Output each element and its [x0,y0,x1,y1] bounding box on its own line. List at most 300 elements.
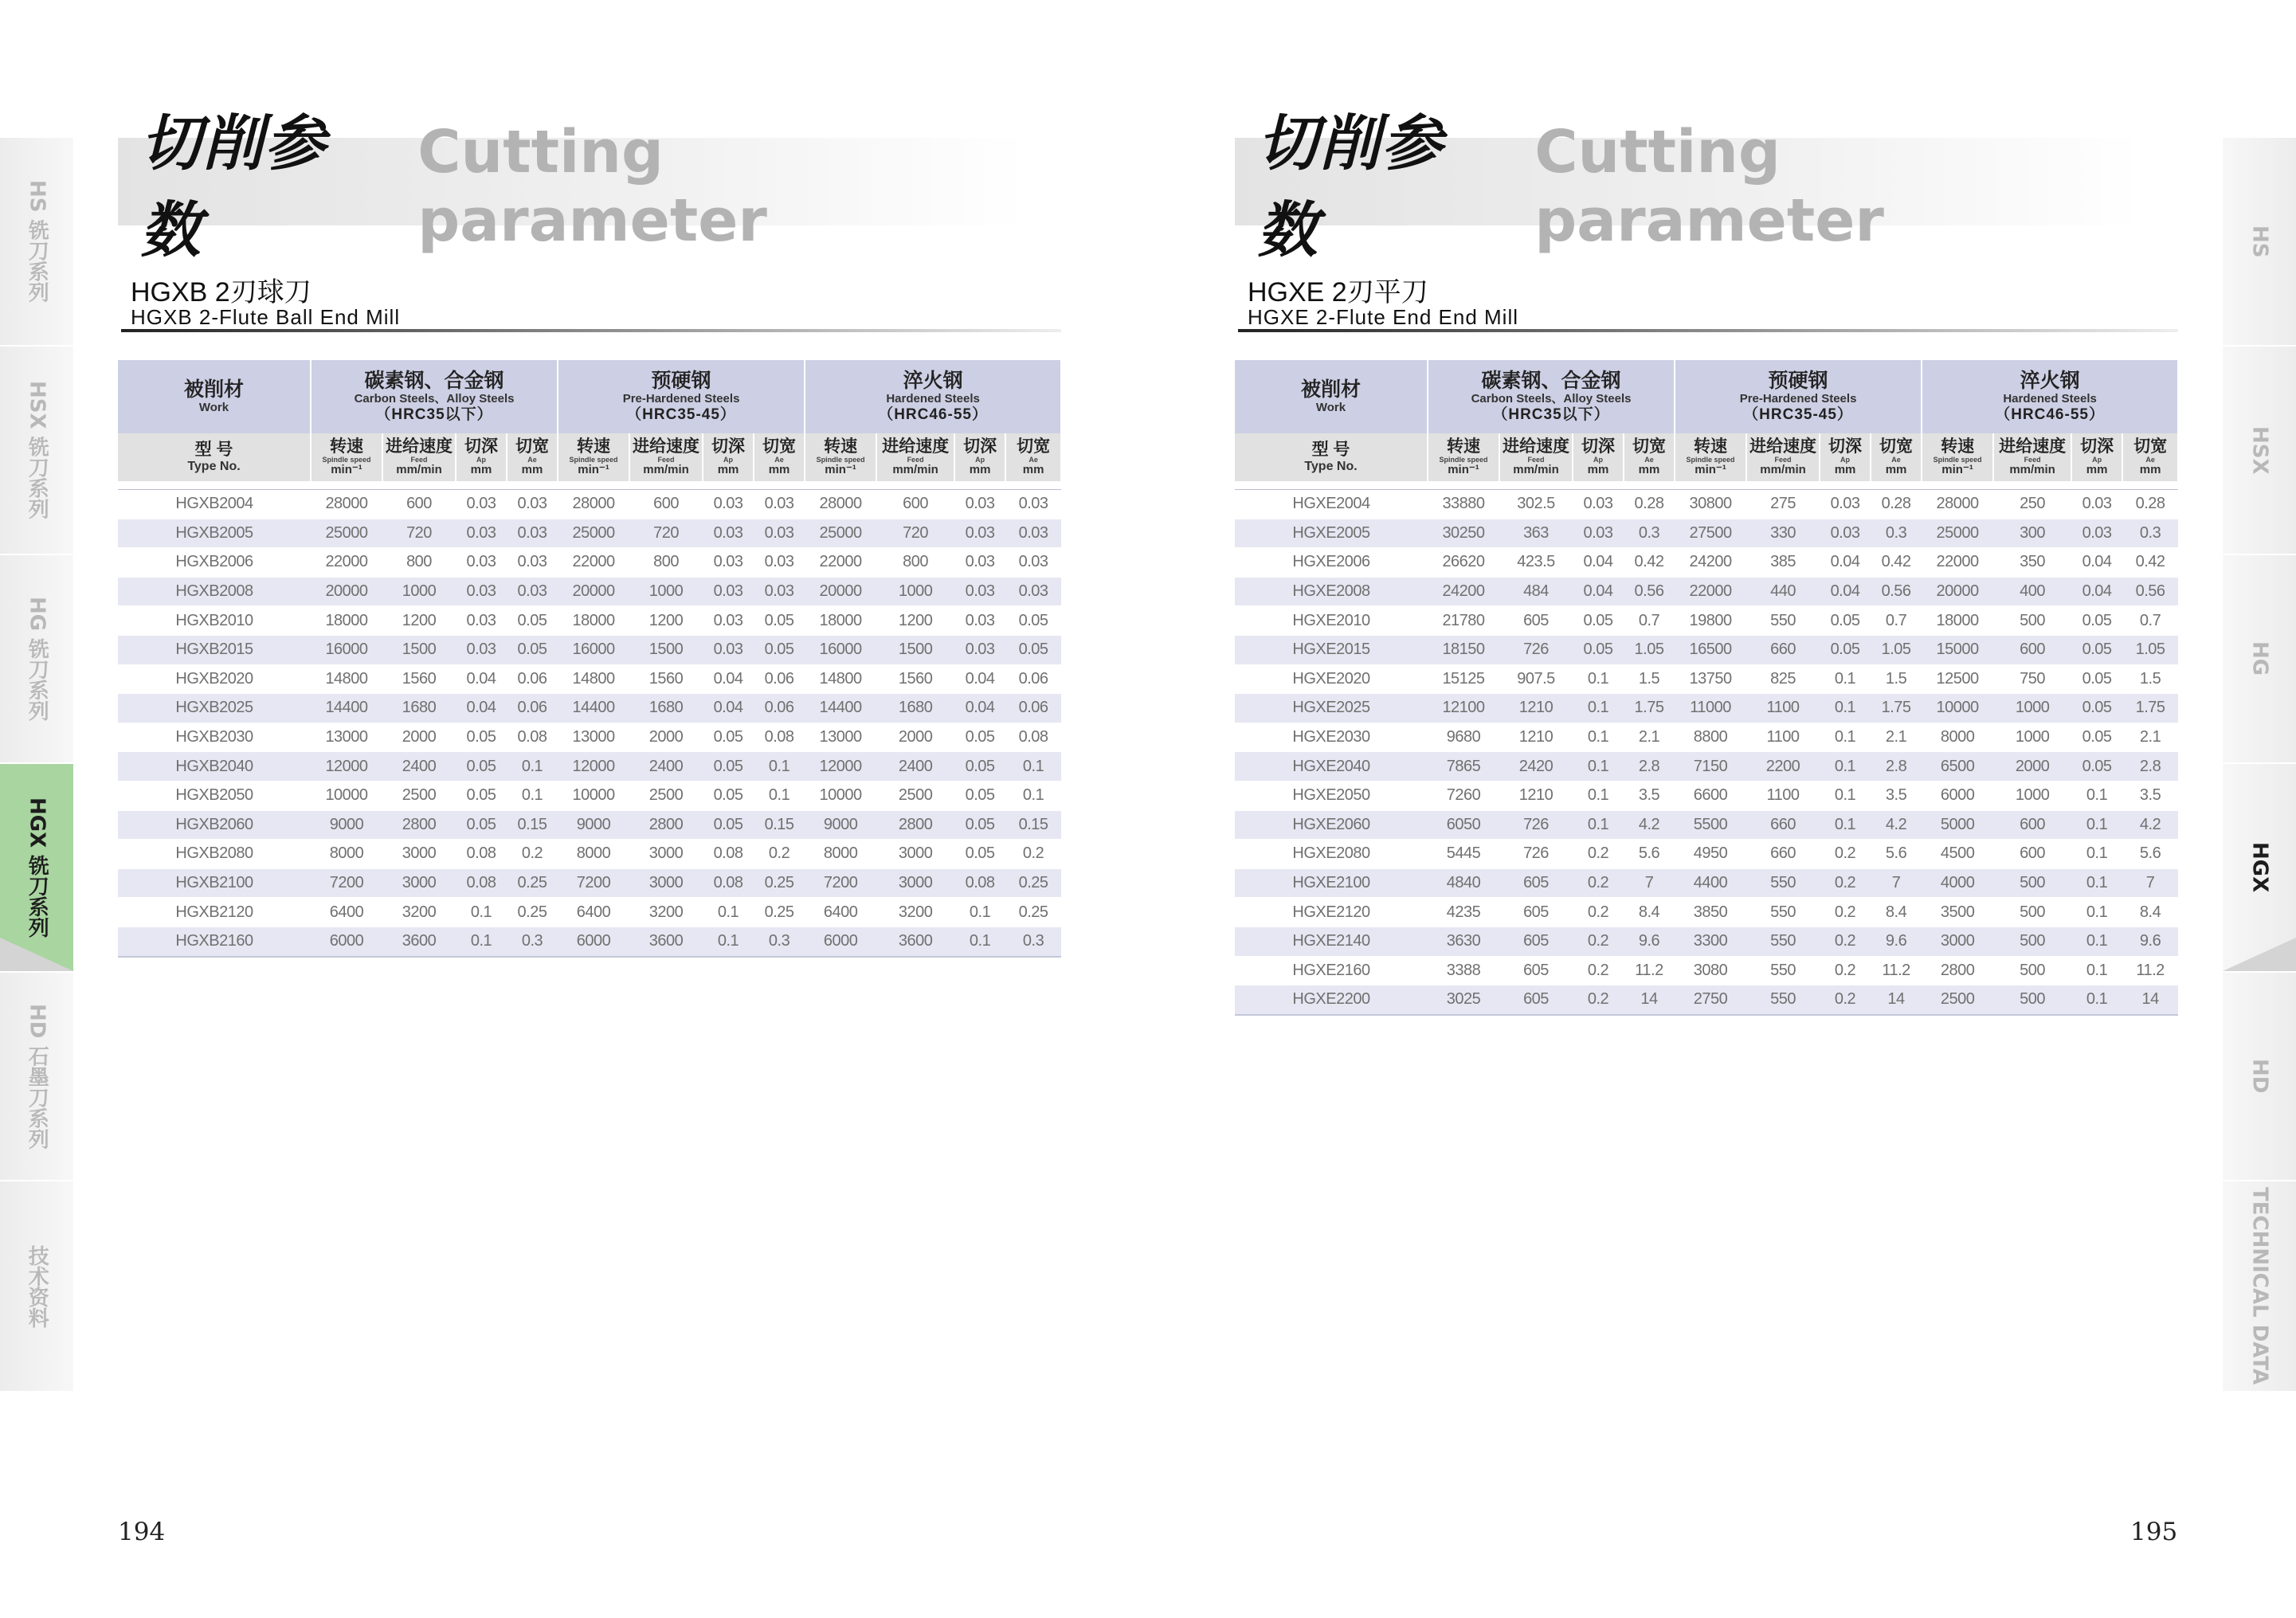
param-subheader-cn: 进给速度 [1503,437,1569,456]
param-cell: 605 [1499,606,1573,636]
param-subheader-cn: 进给速度 [1999,437,2067,456]
param-cell: 605 [1499,898,1573,927]
param-cell: 28000 [311,490,382,519]
param-cell: 20000 [311,577,382,606]
param-cell: 0.05 [2071,723,2122,752]
param-cell: 0.08 [954,868,1005,898]
param-cell: 1100 [1746,723,1820,752]
table-row [1235,898,2178,927]
param-subheader-cn: 切宽 [1879,437,1914,456]
param-cell: 14 [1624,985,1675,1015]
param-subheader [805,433,876,481]
param-cell: 14400 [558,694,629,723]
type-no-cell: HGXE2160 [1235,956,1428,985]
param-cell: 25000 [558,519,629,548]
param-cell: 500 [1993,927,2071,956]
param-cell: 0.03 [954,548,1005,578]
section-title-rule [1238,329,2178,332]
param-cell: 0.03 [1573,519,1624,548]
work-header-cn: 被削材 [183,378,244,401]
table-row [1235,635,2178,664]
param-subheader [1993,433,2071,481]
side-tab-hsx[interactable] [2223,347,2296,555]
param-cell: 1100 [1746,781,1820,810]
table-row [1235,519,2178,548]
param-cell: 2500 [876,781,954,810]
param-cell: 0.03 [507,490,558,519]
param-subheader-en: Ap [476,456,486,464]
tab-fold [0,938,73,971]
param-subheader-unit: min⁻¹ [825,463,856,476]
param-subheader-en: Ae [1891,456,1901,464]
param-subheader [1820,433,1871,481]
table-row [118,548,1061,578]
param-cell: 2500 [629,781,703,810]
param-cell: 28000 [805,490,876,519]
type-no-cell: HGXB2040 [118,752,311,782]
type-no-cell: HGXE2120 [1235,898,1428,927]
table-row [118,577,1061,606]
param-cell: 0.2 [1820,868,1871,898]
param-subheader-en: Ap [2092,456,2102,464]
param-cell: 0.03 [456,577,507,606]
param-cell: 0.1 [2071,898,2122,927]
param-cell: 0.1 [703,927,754,956]
param-cell: 0.05 [1820,635,1871,664]
table-row [118,606,1061,636]
side-tab-hg[interactable] [2223,555,2296,764]
param-cell: 0.05 [954,840,1005,869]
param-cell: 14400 [311,694,382,723]
param-cell: 20000 [1922,577,1993,606]
table-row [118,664,1061,694]
param-subheader-en: Feed [2024,456,2041,464]
param-cell: 0.03 [703,635,754,664]
material-group-header [1922,360,2178,433]
param-cell: 0.25 [507,898,558,927]
type-no-cell: HGXE2005 [1235,519,1428,548]
group-hrc: （HRC35-45） [626,406,736,423]
param-subheader-unit: mm [969,463,991,476]
param-cell: 9.6 [2122,927,2178,956]
side-tab-hs[interactable] [2223,138,2296,347]
param-cell: 0.2 [507,840,558,869]
param-subheader-cn: 切深 [711,437,746,456]
param-cell: 21780 [1428,606,1499,636]
param-cell: 0.05 [2071,635,2122,664]
param-cell: 0.05 [456,810,507,840]
param-cell: 0.04 [456,664,507,694]
param-cell: 0.03 [703,519,754,548]
param-cell: 6400 [558,898,629,927]
param-cell: 5.6 [2122,840,2178,869]
param-cell: 500 [1993,956,2071,985]
type-no-cell: HGXE2050 [1235,781,1428,810]
param-cell: 6000 [311,927,382,956]
type-no-cell: HGXE2080 [1235,840,1428,869]
param-cell: 8800 [1675,723,1746,752]
param-cell: 0.03 [954,519,1005,548]
param-subheader [1624,433,1675,481]
param-cell: 8.4 [1871,898,1922,927]
type-no-cell: HGXB2030 [118,723,311,752]
param-cell: 4.2 [2122,810,2178,840]
param-cell: 0.1 [1005,781,1061,810]
param-subheader-en: Spindle speed [1933,456,1982,464]
section-title-right [1248,278,1518,327]
param-subheader-cn: 转速 [824,437,858,456]
table-row [118,781,1061,810]
param-cell: 0.1 [2071,927,2122,956]
param-cell: 0.1 [1573,664,1624,694]
side-tab-technical-data[interactable] [0,1181,73,1393]
type-no-cell: HGXB2005 [118,519,311,548]
param-cell: 22000 [1675,577,1746,606]
param-cell: 18000 [558,606,629,636]
work-header-en: Work [1315,401,1346,414]
param-cell: 0.06 [507,694,558,723]
param-cell: 0.06 [1005,664,1061,694]
param-subheader [954,433,1005,481]
param-cell: 0.1 [1573,723,1624,752]
param-cell: 0.1 [954,927,1005,956]
type-no-header [1235,433,1428,481]
param-cell: 11.2 [1871,956,1922,985]
param-cell: 7260 [1428,781,1499,810]
param-cell: 423.5 [1499,548,1573,578]
header-title-en: Cutting parameter [417,118,767,255]
param-cell: 0.7 [1624,606,1675,636]
param-cell: 0.03 [703,548,754,578]
side-tab-hg[interactable] [0,555,73,764]
param-cell: 10000 [1922,694,1993,723]
param-cell: 0.56 [1871,577,1922,606]
param-cell: 30800 [1675,490,1746,519]
type-no-cell: HGXB2010 [118,606,311,636]
param-cell: 1680 [629,694,703,723]
param-cell: 0.1 [507,781,558,810]
param-cell: 0.1 [1573,781,1624,810]
param-cell: 0.05 [507,635,558,664]
param-subheader-cn: 切深 [963,437,997,456]
param-subheader-cn: 切深 [464,437,498,456]
param-cell: 11.2 [1624,956,1675,985]
param-cell: 0.1 [954,898,1005,927]
param-cell: 1500 [629,635,703,664]
param-cell: 907.5 [1499,664,1573,694]
param-cell: 0.1 [2071,810,2122,840]
param-cell: 0.03 [1820,519,1871,548]
param-subheader-unit: mm [717,463,739,476]
type-no-cell: HGXB2006 [118,548,311,578]
param-cell: 8000 [805,840,876,869]
param-cell: 0.2 [1573,868,1624,898]
side-tab-hd[interactable] [0,973,73,1181]
param-cell: 6050 [1428,810,1499,840]
param-cell: 0.08 [456,840,507,869]
param-cell: 0.04 [954,664,1005,694]
param-subheader-unit: mm/min [1513,463,1559,476]
type-no-cell: HGXB2008 [118,577,311,606]
param-cell: 3000 [382,840,456,869]
param-cell: 600 [1993,635,2071,664]
param-subheader-unit: mm/min [396,463,442,476]
type-no-cell: HGXE2060 [1235,810,1428,840]
work-header [1235,360,1428,433]
param-cell: 1210 [1499,781,1573,810]
param-cell: 3.5 [1624,781,1675,810]
param-cell: 0.03 [1573,490,1624,519]
param-cell: 0.03 [1820,490,1871,519]
group-en: Hardened Steels [886,392,980,405]
param-cell: 1.5 [2122,664,2178,694]
param-cell: 0.05 [954,752,1005,782]
param-cell: 0.05 [1005,635,1061,664]
param-cell: 7 [1871,868,1922,898]
param-cell: 2400 [629,752,703,782]
side-tab-hgx[interactable] [0,764,73,973]
param-cell: 10000 [558,781,629,810]
param-cell: 0.05 [703,723,754,752]
param-cell: 1000 [1993,694,2071,723]
param-cell: 14 [2122,985,2178,1015]
page-header-left [118,108,1026,265]
param-cell: 0.2 [1820,840,1871,869]
param-cell: 0.03 [754,577,805,606]
param-cell: 5445 [1428,840,1499,869]
group-cn: 淬火钢 [2020,370,2080,392]
param-cell: 600 [629,490,703,519]
param-cell: 4840 [1428,868,1499,898]
header-divider [1235,481,2178,490]
param-subheader-en: Feed [410,456,428,464]
param-subheader [311,433,382,481]
param-cell: 0.04 [703,664,754,694]
side-tab-label: HSX [2247,425,2272,475]
side-tab-hgx[interactable] [2223,764,2296,973]
param-cell: 15125 [1428,664,1499,694]
param-cell: 2000 [876,723,954,752]
param-subheader [2071,433,2122,481]
side-tab-hs[interactable] [0,138,73,347]
param-cell: 0.05 [703,781,754,810]
param-cell: 12000 [558,752,629,782]
param-cell: 7150 [1675,752,1746,782]
param-subheader-en: Ap [723,456,734,464]
param-subheader-cn: 切宽 [515,437,550,456]
table-row [1235,752,2178,782]
param-cell: 28000 [558,490,629,519]
param-cell: 0.05 [507,606,558,636]
param-cell: 605 [1499,956,1573,985]
table-row [118,635,1061,664]
param-cell: 2420 [1499,752,1573,782]
param-cell: 0.15 [754,810,805,840]
param-cell: 0.3 [1005,927,1061,956]
param-cell: 0.2 [1820,898,1871,927]
param-cell: 0.7 [2122,606,2178,636]
param-cell: 0.1 [1573,752,1624,782]
param-subheader-unit: mm/min [892,463,938,476]
param-cell: 5.6 [1624,840,1675,869]
table-row [1235,548,2178,578]
param-cell: 14 [1871,985,1922,1015]
param-cell: 0.25 [754,898,805,927]
page-number-right: 195 [2130,1518,2178,1546]
section-title-rule [121,329,1061,332]
group-en: Hardened Steels [2003,392,2097,405]
param-subheader-unit: mm [2086,463,2108,476]
param-cell: 0.25 [507,868,558,898]
param-subheader-en: Spindle speed [322,456,371,464]
side-tab-hd[interactable] [2223,973,2296,1181]
param-subheader-en: Ap [1593,456,1603,464]
param-cell: 0.03 [2071,490,2122,519]
type-no-cell: HGXB2060 [118,810,311,840]
param-cell: 0.1 [1820,810,1871,840]
param-subheader-cn: 切宽 [1017,437,1051,456]
page-header-right [1235,108,2143,265]
group-cn: 淬火钢 [903,370,963,392]
param-subheader-cn: 转速 [330,437,363,456]
param-cell: 1210 [1499,694,1573,723]
table-row [118,694,1061,723]
param-cell: 6000 [558,927,629,956]
section-title-left [131,278,400,327]
param-cell: 6400 [805,898,876,927]
param-cell: 605 [1499,927,1573,956]
param-cell: 0.2 [1820,927,1871,956]
param-cell: 0.03 [456,635,507,664]
param-cell: 0.04 [1573,577,1624,606]
side-tab-label: HG [2247,641,2272,676]
param-cell: 550 [1746,956,1820,985]
param-subheader [876,433,954,481]
param-cell: 3.5 [1871,781,1922,810]
table-row [1235,956,2178,985]
header-divider [118,481,1061,490]
param-subheader-en: Ap [1840,456,1851,464]
param-cell: 0.42 [1624,548,1675,578]
param-cell: 300 [1993,519,2071,548]
cutting-parameter-table-left [118,360,1062,958]
param-cell: 1000 [382,577,456,606]
param-cell: 2750 [1675,985,1746,1015]
param-cell: 0.08 [703,868,754,898]
param-cell: 2.8 [2122,752,2178,782]
param-cell: 0.05 [754,635,805,664]
param-cell: 0.04 [1820,548,1871,578]
param-subheader-en: Ae [2145,456,2155,464]
side-tab-hsx[interactable] [0,347,73,555]
param-cell: 3600 [876,927,954,956]
param-cell: 12500 [1922,664,1993,694]
param-cell: 14800 [311,664,382,694]
param-cell: 0.05 [954,723,1005,752]
param-cell: 660 [1746,840,1820,869]
param-cell: 4950 [1675,840,1746,869]
param-cell: 9.6 [1871,927,1922,956]
param-cell: 4000 [1922,868,1993,898]
type-no-cell: HGXE2025 [1235,694,1428,723]
param-subheader [629,433,703,481]
param-cell: 20000 [805,577,876,606]
param-cell: 0.1 [1820,781,1871,810]
type-no-cell: HGXB2080 [118,840,311,869]
param-cell: 0.03 [456,519,507,548]
param-cell: 0.2 [1573,898,1624,927]
param-cell: 0.25 [1005,868,1061,898]
param-cell: 550 [1746,985,1820,1015]
table-row [118,840,1061,869]
param-cell: 440 [1746,577,1820,606]
param-cell: 13000 [805,723,876,752]
param-cell: 600 [1993,810,2071,840]
table-row [1235,868,2178,898]
side-tab-label: HS 铣刀系列 [25,180,49,303]
type-header-en: Type No. [187,460,241,473]
param-subheader [1573,433,1624,481]
param-cell: 0.05 [456,781,507,810]
param-cell: 22000 [311,548,382,578]
type-no-cell: HGXE2100 [1235,868,1428,898]
param-cell: 0.2 [754,840,805,869]
section-title-en: HGXB 2-Flute Ball End Mill [131,305,401,329]
param-cell: 0.05 [754,606,805,636]
param-cell: 1000 [876,577,954,606]
param-cell: 25000 [1922,519,1993,548]
param-cell: 6600 [1675,781,1746,810]
param-cell: 0.03 [954,606,1005,636]
param-cell: 5000 [1922,810,1993,840]
param-cell: 3200 [382,898,456,927]
type-no-cell: HGXE2140 [1235,927,1428,956]
param-cell: 2200 [1746,752,1820,782]
param-cell: 0.04 [954,694,1005,723]
param-cell: 2500 [382,781,456,810]
param-cell: 726 [1499,840,1573,869]
param-cell: 0.2 [1820,956,1871,985]
param-cell: 0.25 [1005,898,1061,927]
param-cell: 10000 [805,781,876,810]
side-tab-technical-data[interactable] [2223,1181,2296,1393]
right-side-tabs [2223,138,2296,1393]
param-cell: 2800 [629,810,703,840]
param-cell: 0.7 [1871,606,1922,636]
param-subheader-cn: 进给速度 [633,437,700,456]
param-cell: 2.8 [1624,752,1675,782]
side-tab-label: HD 石墨刀系列 [25,1003,49,1150]
param-cell: 0.03 [456,606,507,636]
header-title-cn: 切削参数 [1257,108,1444,265]
param-cell: 400 [1993,577,2071,606]
param-subheader-en: Spindle speed [1439,456,1488,464]
param-cell: 0.56 [2122,577,2178,606]
type-no-cell: HGXE2020 [1235,664,1428,694]
param-cell: 5500 [1675,810,1746,840]
param-cell: 0.05 [703,810,754,840]
param-cell: 8.4 [2122,898,2178,927]
param-cell: 0.03 [703,606,754,636]
param-subheader-unit: mm/min [643,463,689,476]
type-no-cell: HGXE2010 [1235,606,1428,636]
param-cell: 0.05 [703,752,754,782]
param-cell: 22000 [1922,548,1993,578]
param-cell: 0.05 [1573,635,1624,664]
param-cell: 0.05 [2071,694,2122,723]
param-cell: 3388 [1428,956,1499,985]
param-cell: 22000 [558,548,629,578]
